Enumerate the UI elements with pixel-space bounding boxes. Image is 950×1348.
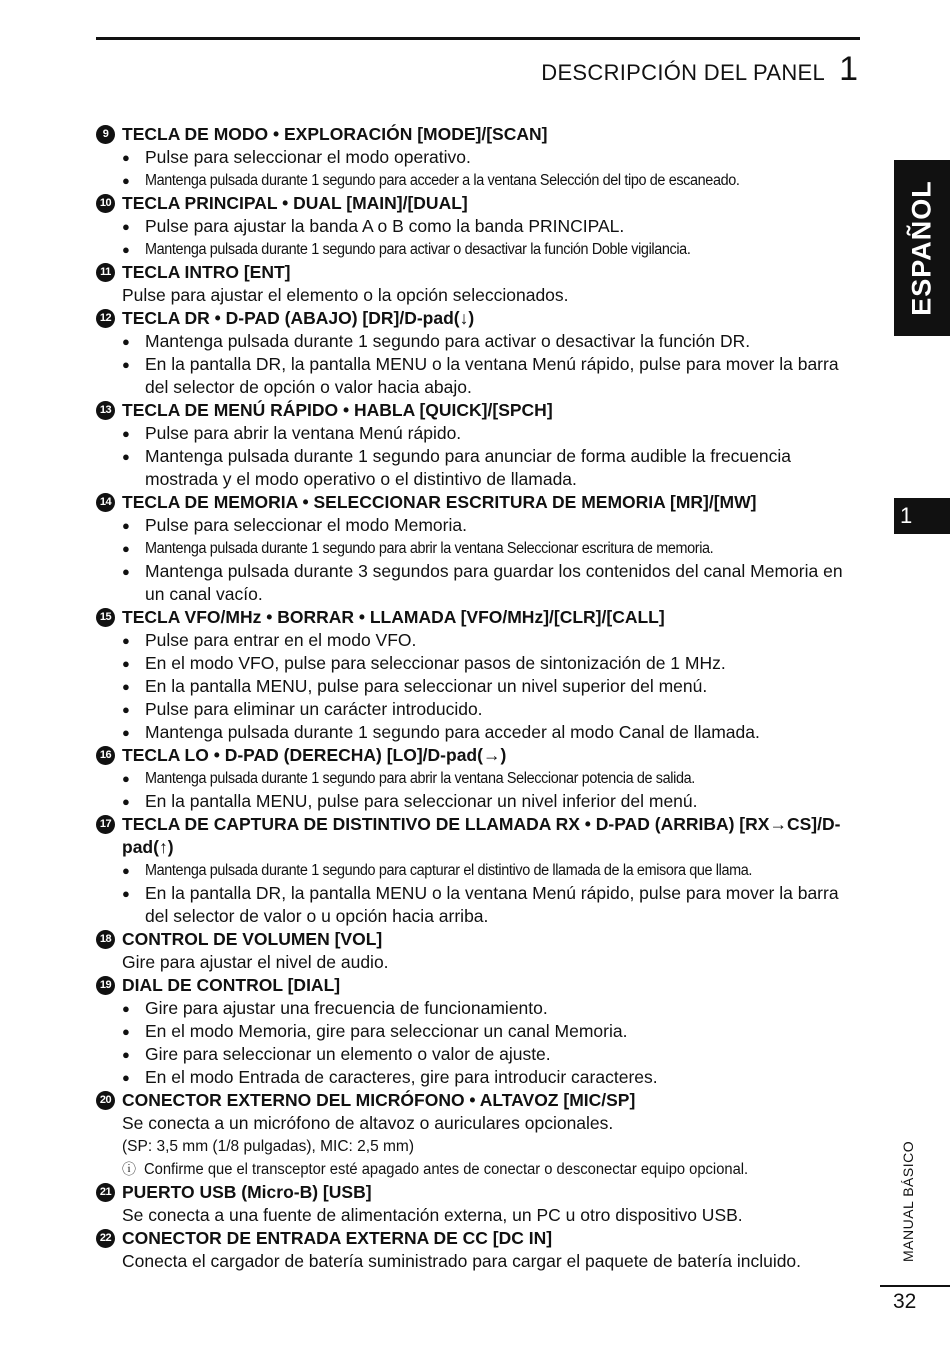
- item-number-badge: 18: [96, 930, 115, 949]
- bullet-text: Mantenga pulsada durante 1 segundo para anunciar de forma audible la frecuencia mostrada y el modo operativo o el distintivo de llamada.: [145, 446, 792, 489]
- bullet-dot-icon: ●: [122, 541, 130, 556]
- bullet-dot-icon: ●: [122, 1001, 130, 1016]
- item-heading: [96, 1227, 864, 1250]
- item-heading-text: TECLA DE MEMORIA • SELECCIONAR ESCRITURA DE MEMORIA [MR]/[MW]: [122, 492, 757, 512]
- bullet-item: [122, 859, 864, 882]
- bullet-item: [122, 721, 864, 744]
- item-heading-text: CONECTOR DE ENTRADA EXTERNA DE CC [DC IN]: [122, 1228, 553, 1248]
- item-heading: [96, 974, 864, 997]
- bullet-dot-icon: ●: [122, 357, 130, 372]
- bullet-dot-icon: ●: [122, 886, 130, 901]
- bullet-text: Mantenga pulsada durante 1 segundo para abrir la ventana Seleccionar escritura de memoria.: [145, 540, 714, 557]
- section-title: DESCRIPCIÓN DEL PANEL: [541, 60, 826, 85]
- item-number-badge: 17: [96, 815, 115, 834]
- item-heading-text: TECLA PRINCIPAL • DUAL [MAIN]/[DUAL]: [122, 193, 468, 213]
- bullet-item: [122, 560, 864, 606]
- bullet-text: Pulse para entrar en el modo VFO.: [145, 630, 417, 650]
- header-rule: [96, 37, 860, 40]
- language-tab: [894, 160, 950, 336]
- list-item: [96, 606, 864, 744]
- item-heading: [96, 399, 864, 422]
- item-number-badge: 12: [96, 309, 115, 328]
- item-heading-text: CONECTOR EXTERNO DEL MICRÓFONO • ALTAVOZ [MIC/SP]: [122, 1090, 636, 1110]
- item-heading-text: TECLA DR • D-PAD (ABAJO) [DR]/D-pad(↓): [122, 308, 475, 328]
- list-item: [96, 192, 864, 261]
- bullet-dot-icon: ●: [122, 1024, 130, 1039]
- item-note-text: Confirme que el transceptor esté apagado antes de conectar o desconectar equipo opcional.: [144, 1161, 749, 1178]
- bullet-item: [122, 215, 864, 238]
- item-number-badge: 15: [96, 608, 115, 627]
- bullet-dot-icon: ●: [122, 725, 130, 740]
- bullet-item: [122, 767, 864, 790]
- item-heading: [96, 813, 864, 859]
- list-item: [96, 1089, 864, 1181]
- item-number-badge: 14: [96, 493, 115, 512]
- list-item: [96, 261, 864, 307]
- bullet-text: Pulse para ajustar la banda A o B como la banda PRINCIPAL.: [145, 216, 625, 236]
- item-heading-text: PUERTO USB (Micro-B) [USB]: [122, 1182, 372, 1202]
- item-number-badge: 21: [96, 1183, 115, 1202]
- item-number-badge: 16: [96, 746, 115, 765]
- item-number-badge: 10: [96, 194, 115, 213]
- item-heading: [96, 192, 864, 215]
- list-item: [96, 491, 864, 606]
- bullet-item: [122, 1066, 864, 1089]
- item-heading: [96, 491, 864, 514]
- item-heading-text: TECLA DE CAPTURA DE DISTINTIVO DE LLAMADA RX • D-PAD (ARRIBA) [RX→CS]/D-pad(↑): [122, 814, 841, 857]
- chapter-tab: [894, 498, 950, 534]
- bullet-item: [122, 238, 864, 261]
- item-number-badge: 9: [96, 125, 115, 144]
- bullet-dot-icon: ●: [122, 334, 130, 349]
- bullet-dot-icon: ●: [122, 564, 130, 579]
- bullet-item: [122, 997, 864, 1020]
- item-heading: [96, 261, 864, 284]
- bullet-text: Pulse para seleccionar el modo Memoria.: [145, 515, 467, 535]
- item-heading-text: TECLA INTRO [ENT]: [122, 262, 291, 282]
- bullet-text: Mantenga pulsada durante 1 segundo para acceder al modo Canal de llamada.: [145, 722, 760, 742]
- bullet-item: [122, 514, 864, 537]
- page-header: [541, 50, 858, 89]
- item-heading: [96, 928, 864, 951]
- list-item: [96, 928, 864, 974]
- list-item: [96, 974, 864, 1089]
- bullet-dot-icon: ●: [122, 794, 130, 809]
- bullet-text: Gire para ajustar una frecuencia de funcionamiento.: [145, 998, 548, 1018]
- item-number-badge: 11: [96, 263, 115, 282]
- item-heading: [96, 744, 864, 767]
- item-note: [122, 1158, 864, 1181]
- bullet-dot-icon: ●: [122, 173, 130, 188]
- bullet-item: [122, 698, 864, 721]
- item-description: Conecta el cargador de batería suministrado para cargar el paquete de batería incluido.: [122, 1251, 802, 1271]
- item-description: Se conecta a un micrófono de altavoz o auriculares opcionales.: [122, 1113, 614, 1133]
- bullet-text: Mantenga pulsada durante 1 segundo para abrir la ventana Seleccionar potencia de salida.: [145, 770, 695, 787]
- bullet-item: [122, 675, 864, 698]
- item-heading-text: DIAL DE CONTROL [DIAL]: [122, 975, 341, 995]
- bullet-dot-icon: ●: [122, 1047, 130, 1062]
- manual-label: MANUAL BÁSICO: [900, 1140, 916, 1262]
- item-heading-text: TECLA DE MODO • EXPLORACIÓN [MODE]/[SCAN]: [122, 124, 548, 144]
- list-item: [96, 744, 864, 813]
- item-spec: (SP: 3,5 mm (1/8 pulgadas), MIC: 2,5 mm): [122, 1138, 415, 1155]
- bullet-item: [122, 537, 864, 560]
- bullet-item: [122, 882, 864, 928]
- bullet-dot-icon: ●: [122, 242, 130, 257]
- bullet-dot-icon: ●: [122, 518, 130, 533]
- bullet-text: Mantenga pulsada durante 1 segundo para acceder a la ventana Selección del tipo de escaneado.: [145, 172, 740, 189]
- panel-description-list: [96, 123, 864, 1273]
- bullet-text: Pulse para eliminar un carácter introducido.: [145, 699, 483, 719]
- bullet-dot-icon: ●: [122, 219, 130, 234]
- bullet-dot-icon: ●: [122, 150, 130, 165]
- bullet-text: En la pantalla DR, la pantalla MENU o la ventana Menú rápido, pulse para mover la barra del selector de valor o u opción hacia arriba.: [145, 883, 839, 926]
- item-heading: [96, 1089, 864, 1112]
- bullet-text: En la pantalla DR, la pantalla MENU o la ventana Menú rápido, pulse para mover la barra del selector de opción o valor hacia abajo.: [145, 354, 839, 397]
- bullet-dot-icon: ●: [122, 633, 130, 648]
- bullet-dot-icon: ●: [122, 656, 130, 671]
- item-heading-text: TECLA DE MENÚ RÁPIDO • HABLA [QUICK]/[SPCH]: [122, 400, 553, 420]
- item-heading: [96, 606, 864, 629]
- bullet-item: [122, 330, 864, 353]
- bullet-text: Mantenga pulsada durante 3 segundos para guardar los contenidos del canal Memoria en un canal vacío.: [145, 561, 843, 604]
- bullet-item: [122, 445, 864, 491]
- bullet-dot-icon: ●: [122, 449, 130, 464]
- bullet-text: Pulse para abrir la ventana Menú rápido.: [145, 423, 462, 443]
- list-item: [96, 307, 864, 399]
- bullet-dot-icon: ●: [122, 702, 130, 717]
- list-item: [96, 813, 864, 928]
- bullet-text: En el modo Entrada de caracteres, gire para introducir caracteres.: [145, 1067, 658, 1087]
- bullet-text: En el modo VFO, pulse para seleccionar pasos de sintonización de 1 MHz.: [145, 653, 726, 673]
- bullet-dot-icon: ●: [122, 679, 130, 694]
- item-number-badge: 20: [96, 1091, 115, 1110]
- item-number-badge: 19: [96, 976, 115, 995]
- language-tab-label: ESPAÑOL: [906, 180, 937, 316]
- bullet-text: En la pantalla MENU, pulse para seleccionar un nivel superior del menú.: [145, 676, 708, 696]
- item-description: Pulse para ajustar el elemento o la opción seleccionados.: [122, 285, 569, 305]
- item-heading-text: CONTROL DE VOLUMEN [VOL]: [122, 929, 383, 949]
- bullet-dot-icon: ●: [122, 426, 130, 441]
- list-item: [96, 1181, 864, 1227]
- bullet-text: En la pantalla MENU, pulse para seleccionar un nivel inferior del menú.: [145, 791, 698, 811]
- item-number-badge: 22: [96, 1229, 115, 1248]
- item-description: Gire para ajustar el nivel de audio.: [122, 952, 389, 972]
- list-item: [96, 399, 864, 491]
- bullet-item: [122, 629, 864, 652]
- bullet-dot-icon: ●: [122, 1070, 130, 1085]
- item-heading-text: TECLA LO • D-PAD (DERECHA) [LO]/D-pad(→): [122, 745, 507, 765]
- bullet-item: [122, 790, 864, 813]
- footer-rule: [880, 1285, 950, 1287]
- item-description: Se conecta a una fuente de alimentación externa, un PC u otro dispositivo USB.: [122, 1205, 743, 1225]
- item-number-badge: 13: [96, 401, 115, 420]
- bullet-item: [122, 422, 864, 445]
- bullet-text: Gire para seleccionar un elemento o valor de ajuste.: [145, 1044, 551, 1064]
- bullet-item: [122, 353, 864, 399]
- chapter-number: 1: [839, 50, 858, 88]
- list-item: [96, 1227, 864, 1273]
- bullet-text: Mantenga pulsada durante 1 segundo para activar o desactivar la función Doble vigilancia.: [145, 241, 691, 258]
- page-number: 32: [893, 1290, 917, 1313]
- chapter-tab-label: 1: [900, 503, 913, 528]
- bullet-text: Pulse para seleccionar el modo operativo.: [145, 147, 471, 167]
- bullet-item: [122, 169, 864, 192]
- list-item: [96, 123, 864, 192]
- info-icon: ⓘ: [122, 1161, 136, 1177]
- item-heading: [96, 307, 864, 330]
- bullet-dot-icon: ●: [122, 771, 130, 786]
- bullet-item: [122, 652, 864, 675]
- bullet-text: Mantenga pulsada durante 1 segundo para capturar el distintivo de llamada de la emisora que llama.: [145, 862, 753, 879]
- item-heading-text: TECLA VFO/MHz • BORRAR • LLAMADA [VFO/MHz]/[CLR]/[CALL]: [122, 607, 665, 627]
- bullet-item: [122, 1043, 864, 1066]
- item-heading: [96, 123, 864, 146]
- bullet-dot-icon: ●: [122, 863, 130, 878]
- bullet-text: Mantenga pulsada durante 1 segundo para activar o desactivar la función DR.: [145, 331, 751, 351]
- bullet-text: En el modo Memoria, gire para seleccionar un canal Memoria.: [145, 1021, 628, 1041]
- bullet-item: [122, 1020, 864, 1043]
- bullet-item: [122, 146, 864, 169]
- item-heading: [96, 1181, 864, 1204]
